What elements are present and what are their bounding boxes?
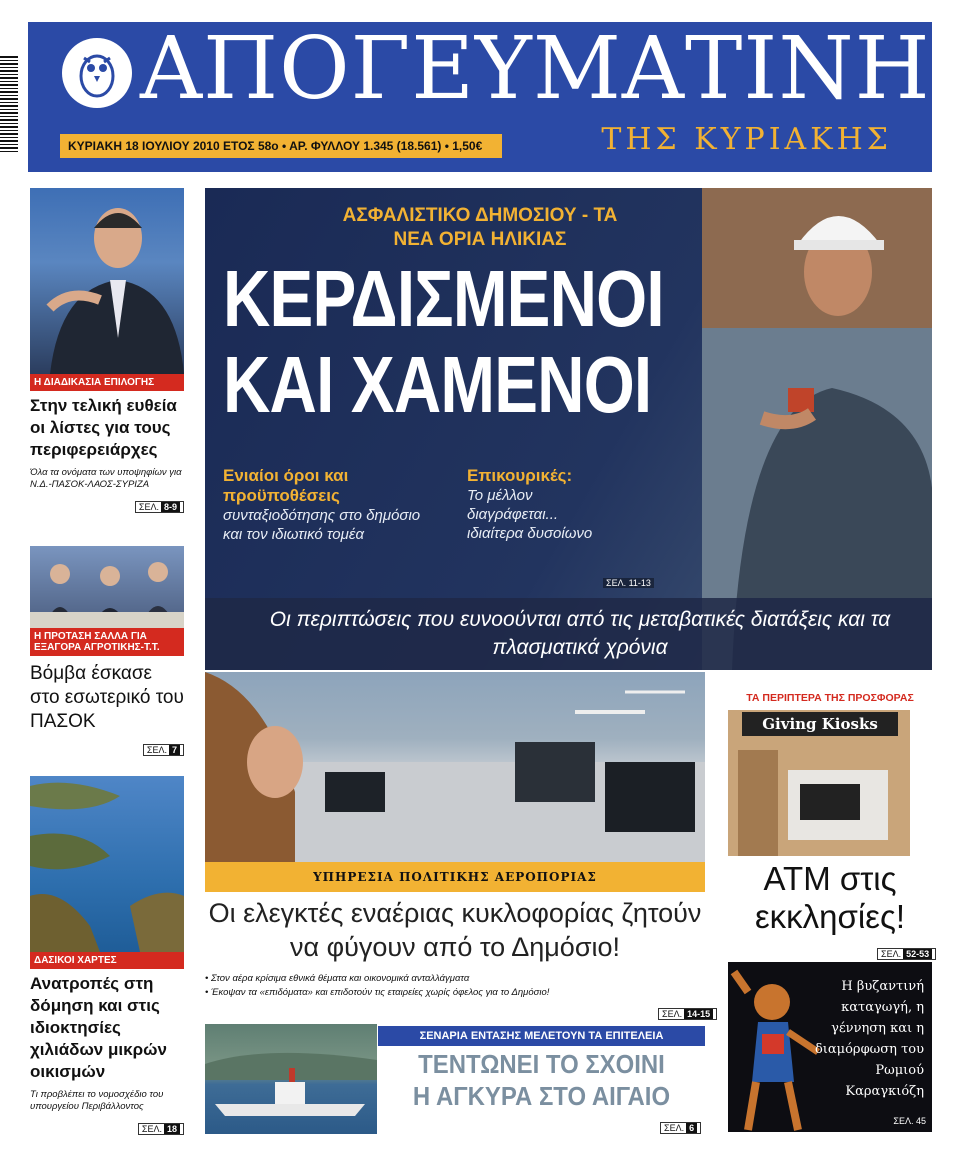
story-subhead: Όλα τα ονόματα των υποψηφίων για Ν.Δ.-ΠΑΣΟΚ-ΛΑΟΣ-ΣΥΡΙΖΑ [30,467,182,490]
lead-caption-band [205,598,932,670]
politician-photo [30,188,184,374]
story-kicker: ΔΑΣΙΚΟΙ ΧΑΡΤΕΣ [30,952,184,969]
story-headline[interactable]: Στην τελική ευθεία οι λίστες για τους περιφερειάρχες [30,396,177,459]
story-forest-maps[interactable] [30,776,184,1136]
masthead-title: ΑΠΟΓΕΥΜΑΤΙΝΗ [140,19,931,119]
lead-headline[interactable]: ΚΕΡΔΙΣΜΕΝΟΙ ΚΑΙ ΧΑΜΕΝΟΙ [223,254,664,429]
atc-bullet: • Στον αέρα κρίσιμα εθνικά θέματα και οικονομικά ανταλλάγματα [205,973,470,984]
aegean-headline[interactable]: ΤΕΝΤΩΝΕΙ ΤΟ ΣΧΟΙΝΙ Η ΑΓΚΥΡΑ ΣΤΟ ΑΙΓΑΙΟ [412,1049,671,1111]
atc-bullet: • Έκοψαν τα «επιδόματα» και επιδοτούν τις εταιρείες χωρίς όφελος για το Δημόσιο! [205,987,550,998]
dateline: ΚΥΡΙΑΚΗ 18 ΙΟΥΛΙΟΥ 2010 ΕΤΟΣ 58ο • ΑΡ. ΦΥΛΛΟΥ 1.345 (18.561) • 1,50€ [60,134,502,158]
karagiozis-text: Η βυζαντινή καταγωγή, η γέννηση και η διαμόρφωση του Ρωμιού Καραγκιόζη [814,979,924,1099]
coastline-photo [30,776,184,952]
page-reference: ΣΕΛ. 8-9 [135,501,184,513]
page-reference: ΣΕΛ. 14-15 [658,1008,717,1020]
page-reference: ΣΕΛ. 52-53 [877,948,936,960]
story-subhead: Τι προβλέπει το νομοσχέδιο του υπουργείου Περιβάλλοντος [30,1089,164,1112]
story-headline[interactable]: Βόμβα έσκασε στο εσωτερικό του ΠΑΣΟΚ [30,663,184,732]
page-reference: ΣΕΛ. 18 [138,1123,184,1135]
atc-bullets [205,972,705,1000]
page-reference: ΣΕΛ. 6 [660,1122,701,1134]
kiosk-photo [728,710,910,856]
kiosk-kicker: ΤΑ ΠΕΡΙΠΤΕΡΑ ΤΗΣ ΠΡΟΣΦΟΡΑΣ [746,692,914,704]
owl-logo-icon [62,38,132,108]
aegean-kicker: ΣΕΝΑΡΙΑ ΕΝΤΑΣΗΣ ΜΕΛΕΤΟΥΝ ΤΑ ΕΠΙΤΕΛΕΙΑ [378,1026,705,1046]
story-candidates[interactable] [30,188,184,514]
lead-column-left: Ενιαίοι όροι και προϋποθέσεις συνταξιοδότησης στο δημόσιο και τον ιδιωτικό τομέα [223,466,421,543]
story-headline[interactable]: Ανατροπές στη δόμηση και στις ιδιοκτησίες χιλιάδων μικρών οικισμών [30,974,167,1081]
kiosk-sign: Giving Kiosks [742,712,898,736]
atc-section-band: ΥΠΗΡΕΣΙΑ ΠΟΛΙΤΙΚΗΣ ΑΕΡΟΠΟΡΙΑΣ [205,862,705,892]
story-pasok[interactable] [30,546,184,757]
page-reference: ΣΕΛ. 11-13 [603,578,654,588]
lead-story[interactable] [205,188,932,670]
page-reference: ΣΕΛ. 7 [143,744,184,756]
lead-caption: Οι περιπτώσεις που ευνοούνται από τις μεταβατικές διατάξεις και τα πλασματικά χρόνια [269,608,891,659]
masthead-subtitle: ΤΗΣ ΚΥΡΙΑΚΗΣ [601,122,892,157]
ship-photo [205,1024,377,1134]
barcode [0,56,18,152]
atc-headline[interactable]: Οι ελεγκτές εναέριας κυκλοφορίας ζητούν να φύγουν από το Δημόσιο! [208,898,702,962]
karagiozis-story[interactable] [728,962,932,1132]
masthead [28,19,932,172]
lead-kicker: ΑΣΦΑΛΙΣΤΙΚΟ ΔΗΜΟΣΙΟΥ - ΤΑ ΝΕΑ ΟΡΙΑ ΗΛΙΚΙΑΣ [342,205,618,250]
page-reference: ΣΕΛ. 45 [893,1116,926,1126]
press-conference-photo [30,546,184,628]
kiosk-headline[interactable]: ΑΤΜ στις εκκλησίες! [754,860,906,935]
control-tower-photo [205,672,705,862]
lead-column-right: Επικουρικές: Το μέλλον διαγράφεται... ιδιαίτερα δυσοίωνο [467,466,593,542]
story-kicker: Η ΔΙΑΔΙΚΑΣΙΑ ΕΠΙΛΟΓΗΣ [30,374,184,391]
story-kicker: Η ΠΡΟΤΑΣΗ ΣΑΛΛΑ ΓΙΑ ΕΞΑΓΟΡΑ ΑΓΡΟΤΙΚΗΣ-Τ.Τ. [30,628,184,656]
